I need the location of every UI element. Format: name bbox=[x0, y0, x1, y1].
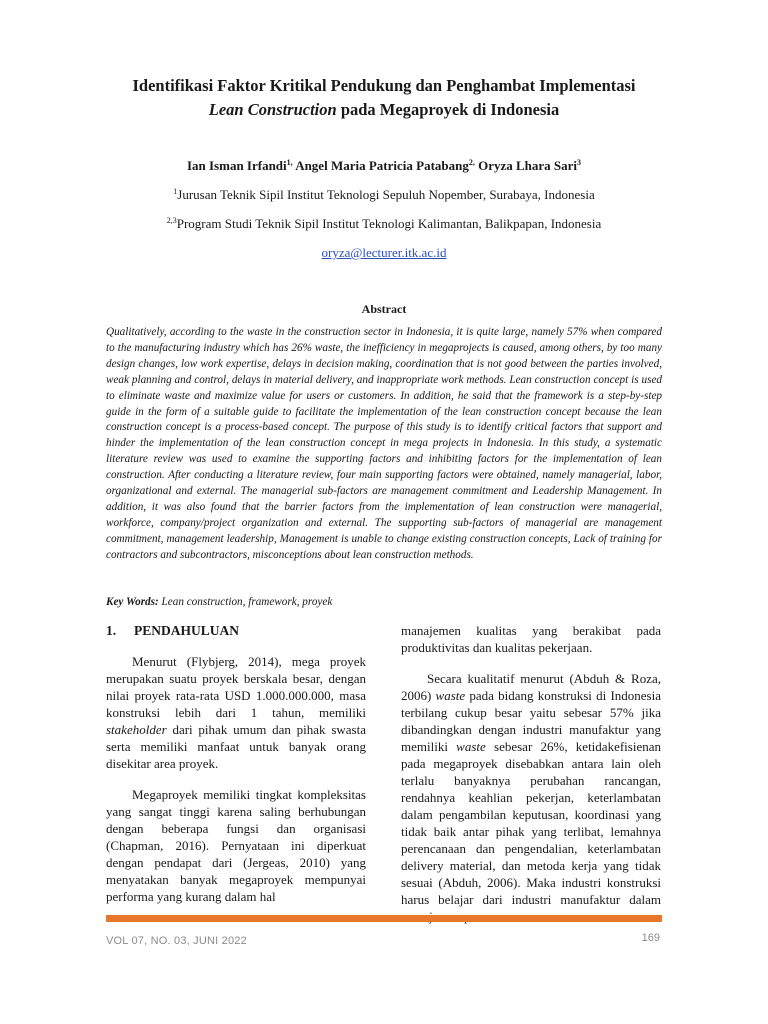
paragraph-text: pada bidang konstruksi di Indonesia terbilang cukup besar yaitu sebesar 57% jika dibandingkan dengan industri manufaktur yang memiliki bbox=[401, 688, 661, 754]
paragraph-text: Secara kualitatif menurut (Abduh & Roza, 2006) bbox=[401, 671, 661, 703]
column-right bbox=[401, 622, 661, 939]
author-affiliation-mark: 1, bbox=[286, 158, 293, 167]
affiliation-1 bbox=[60, 187, 708, 203]
paragraph-text: Menurut (Flybjerg, 2014), mega proyek merupakan suatu proyek berskala besar, dengan nilai proyek rata-rata USD 1.000.000.000, masa konstruksi lebih dari 1 tahun, memiliki bbox=[106, 654, 366, 720]
author-list bbox=[60, 158, 708, 174]
journal-volume: VOL 07, NO. 03, JUNI 2022 bbox=[106, 935, 247, 947]
paragraph-2: Megaproyek memiliki tingkat kompleksitas yang sangat tinggi karena saling berhubungan dengan beberapa fungsi dan organisasi (Chapman, 2016). Pernyataan ini diperkuat dengan pendapat dari (Jergeas, 2010) yang menyatakan banyak megaproyek mempunyai performa yang kurang dalam hal bbox=[106, 787, 366, 904]
title-line-2-rest: pada Megaproyek di Indonesia bbox=[336, 100, 560, 119]
footer-accent-bar bbox=[106, 915, 662, 922]
affiliation-text: Jurusan Teknik Sipil Institut Teknologi Sepuluh Nopember, Surabaya, Indonesia bbox=[177, 187, 595, 202]
affiliation-2 bbox=[60, 216, 708, 232]
author-affiliation-mark: 3 bbox=[577, 158, 582, 167]
paragraph-italic-term: stakeholder bbox=[106, 722, 167, 737]
title-line-2 bbox=[60, 98, 708, 122]
paragraph-1 bbox=[106, 653, 366, 772]
paragraph-italic-term: waste bbox=[456, 739, 486, 754]
email-line bbox=[60, 245, 708, 261]
title-line-1: Identifikasi Faktor Kritikal Pendukung dan Penghambat Implementasi bbox=[132, 76, 636, 95]
column-left bbox=[106, 622, 366, 919]
section-title: PENDAHULUAN bbox=[134, 623, 240, 638]
section-number: 1. bbox=[106, 623, 117, 638]
affiliation-mark: 2,3 bbox=[166, 216, 177, 225]
author-name: Ian Isman Irfandi bbox=[186, 158, 287, 173]
keywords bbox=[106, 596, 662, 608]
email-link[interactable]: oryza@lecturer.itk.ac.id bbox=[321, 245, 447, 260]
paragraph-italic-term: waste bbox=[435, 688, 466, 703]
keywords-text: Lean construction, framework, proyek bbox=[158, 596, 333, 608]
author-affiliation-mark: 2, bbox=[468, 158, 475, 167]
section-heading bbox=[106, 622, 366, 639]
keywords-label: Key Words: bbox=[106, 596, 159, 608]
author-name: Angel Maria Patricia Patabang bbox=[292, 158, 469, 173]
paragraph-text: dari pihak umum dan pihak swasta serta memiliki manfaat untuk banyak orang disekitar area proyek. bbox=[106, 722, 366, 771]
title-italic-term: Lean Construction bbox=[208, 100, 337, 119]
page-number: 169 bbox=[641, 932, 660, 944]
affiliation-mark: 1 bbox=[173, 187, 178, 196]
paper-title bbox=[60, 74, 708, 122]
paragraph-text: sebesar 26%, ketidakefisienan pada megaproyek disebabkan antara lain oleh terlalu banyaknya perubahan rancangan, rendahnya keahlian pekerjan, keterlambatan dalam pengambilan keputusan, koordinasi yang tidak baik antar pihak yang terlibat, lemahnya perencanaan dan pengendalian, keterlambatan delivery material, dan metoda kerja yang tidak sesuai (Abduh, 2006). Maka industri konstruksi harus belajar dari industri manufaktur dalam bbox=[401, 739, 661, 907]
paragraph-4 bbox=[401, 670, 661, 925]
affiliation-text: Program Studi Teknik Sipil Institut Teknologi Kalimantan, Balikpapan, Indonesia bbox=[176, 216, 602, 231]
author-name: Oryza Lhara Sari bbox=[474, 158, 578, 173]
paragraph-3: manajemen kualitas yang berakibat pada produktivitas dan kualitas pekerjaan. bbox=[401, 623, 661, 655]
abstract-heading: Abstract bbox=[361, 302, 407, 316]
abstract-text: Qualitatively, according to the waste in the construction sector in Indonesia, it is quite large, namely 57% when compared to the manufacturing industry which has 26% waste, the inefficiency in megaprojects is caused, among others, by too many design changes, low work expertise, delays in decision making, coordination that is not good between the parties involved, weak planning and control, delays in material delivery, and inappropriate work methods. Lean construction concept is used to eliminate waste and maximize value for users or customers. In addition, he said that the framework is a step-by-step guide in the form of a suitable guide to facilitate the implementation of the lean construction concept because the lean construction concept is a process-based concept. The purpose of this study is to identify critical factors that support and hinder the implementation of the lean construction concept in mega projects in Indonesia. In this study, a systematic literature review was used to examine the supporting factors and inhibiting factors for the implementation of lean construction. After conducting a literature review, four main supporting factors were obtained, namely managerial, labor, organizational and external. The managerial sub-factors are management commitment and Leadership Management. In addition, it was also found that the barrier factors from the implementation of lean construction were managerial, workforce, company/project organization and external. The supporting sub-factors of managerial are management commitment, management leadership, Management is unable to change existing construction concepts, Lack of training for contractors and subcontractors, misconceptions about lean construction methods. bbox=[106, 326, 662, 561]
